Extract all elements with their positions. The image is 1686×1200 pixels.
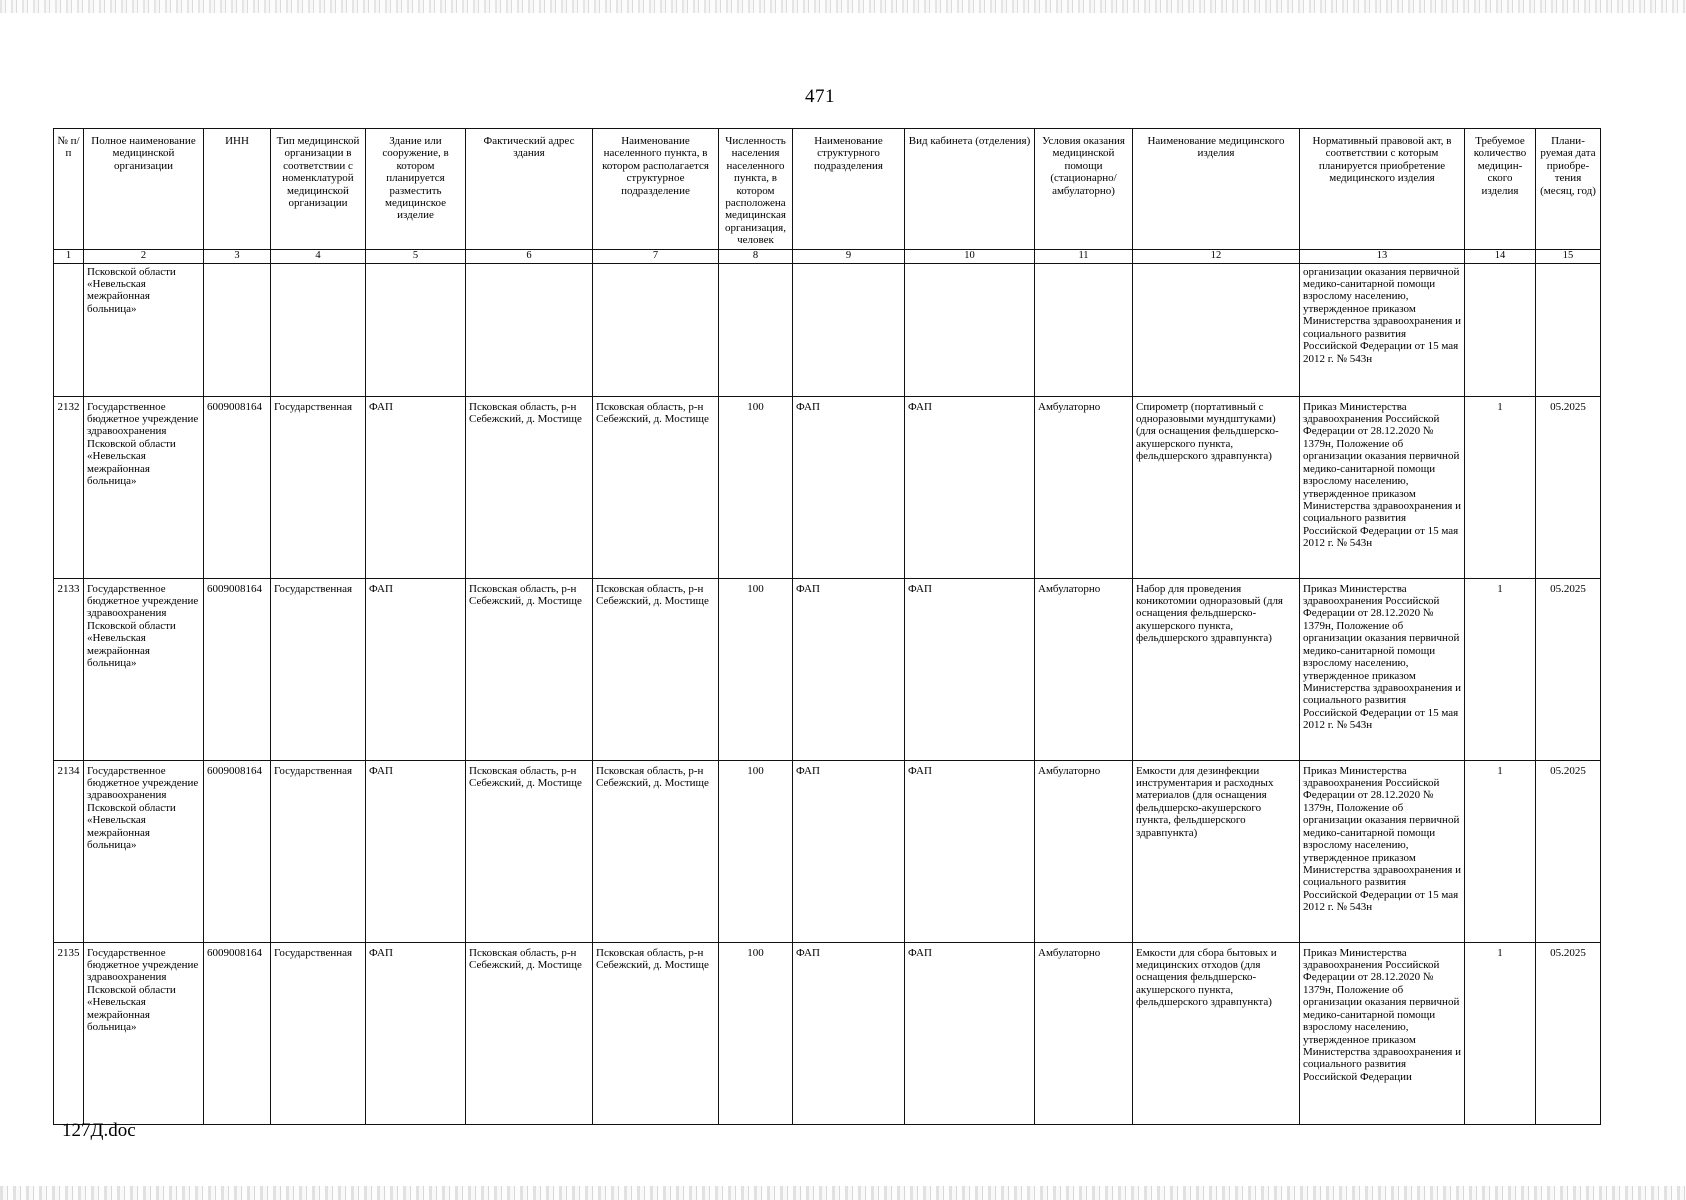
settlement-cell: Псковская область, р-н Себежский, д. Мостище: [593, 760, 719, 942]
org-type-cell: Государственная: [271, 396, 366, 578]
table-cell: [1465, 263, 1536, 396]
header-cell: Наименование медицинского изделия: [1133, 129, 1300, 250]
device-cell: Спирометр (портативный с одноразовыми мундштуками) (для оснащения фельдшерско-акушерского пункта, фельдшерского здравпункта): [1133, 396, 1300, 578]
inn-cell: 6009008164: [204, 578, 271, 760]
legal-act-cell: Приказ Министерства здравоохранения Российской Федерации от 28.12.2020 № 1379н, Положение об организации оказания первичной медико-санитарной помощи взрослому населению, утвержденное приказом Министерства здравоохранения и социального развития Российской Федерации от 15 мая 2012 г. № 543н: [1300, 396, 1465, 578]
table-cell: [1536, 263, 1601, 396]
header-cell: Тип медицинской организации в соответствии с номенклатурой медицинской организации: [271, 129, 366, 250]
header-cell: Плани-руемая дата приобре-тения (месяц, год): [1536, 129, 1601, 250]
table-cell: [271, 263, 366, 396]
column-number: 9: [793, 249, 905, 263]
header-cell: Полное наименование медицинской организации: [84, 129, 204, 250]
conditions-cell: Амбулаторно: [1035, 578, 1133, 760]
header-cell: Наименование структурного подразделения: [793, 129, 905, 250]
column-number: 2: [84, 249, 204, 263]
scan-edge-bottom: [0, 1186, 1686, 1200]
column-number: 12: [1133, 249, 1300, 263]
footer-filename: 127Д.doc: [62, 1120, 136, 1141]
header-cell: Наименование населенного пункта, в котором располагается структурное подразделение: [593, 129, 719, 250]
quantity-cell: 1: [1465, 942, 1536, 1124]
column-number: 13: [1300, 249, 1465, 263]
settlement-cell: Псковская область, р-н Себежский, д. Мостище: [593, 396, 719, 578]
header-cell: Нормативный правовой акт, в соответствии с которым планируется приобретение медицинского изделия: [1300, 129, 1465, 250]
header-cell: Требуемое количество медицин-ского изделия: [1465, 129, 1536, 250]
date-cell: 05.2025: [1536, 760, 1601, 942]
cabinet-cell: ФАП: [905, 760, 1035, 942]
page-number: 471: [805, 86, 835, 107]
table-row: [54, 760, 1601, 942]
org-type-cell: Государственная: [271, 760, 366, 942]
table-cell: [366, 263, 466, 396]
table-cell: [466, 263, 593, 396]
column-number: 5: [366, 249, 466, 263]
address-cell: Псковская область, р-н Себежский, д. Мостище: [466, 396, 593, 578]
table-row: [54, 578, 1601, 760]
org-name-cell: Государственное бюджетное учреждение здравоохранения Псковской области «Невельская межрайонная больница»: [84, 942, 204, 1124]
org-name-cell: Государственное бюджетное учреждение здравоохранения Псковской области «Невельская межрайонная больница»: [84, 396, 204, 578]
conditions-cell: Амбулаторно: [1035, 396, 1133, 578]
inn-cell: 6009008164: [204, 942, 271, 1124]
org-type-cell: Государственная: [271, 578, 366, 760]
table-cell: [54, 263, 84, 396]
settlement-cell: Псковская область, р-н Себежский, д. Мостище: [593, 942, 719, 1124]
device-cell: Емкости для сбора бытовых и медицинских отходов (для оснащения фельдшерско-акушерского пункта, фельдшерского здравпункта): [1133, 942, 1300, 1124]
table-row: [54, 942, 1601, 1124]
date-cell: 05.2025: [1536, 578, 1601, 760]
unit-cell: ФАП: [793, 578, 905, 760]
column-number: 15: [1536, 249, 1601, 263]
legal-act-cell: Приказ Министерства здравоохранения Российской Федерации от 28.12.2020 № 1379н, Положение об организации оказания первичной медико-санитарной помощи взрослому населению, утвержденное приказом Министерства здравоохранения и социального развития Российской Федерации от 15 мая 2012 г. № 543н: [1300, 578, 1465, 760]
cabinet-cell: ФАП: [905, 578, 1035, 760]
population-cell: 100: [719, 942, 793, 1124]
address-cell: Псковская область, р-н Себежский, д. Мостище: [466, 760, 593, 942]
continuation-row: [54, 263, 1601, 396]
header-cell: Здание или сооружение, в котором планируется разместить медицинское изделие: [366, 129, 466, 250]
org-name-cell: Государственное бюджетное учреждение здравоохранения Псковской области «Невельская межрайонная больница»: [84, 578, 204, 760]
population-cell: 100: [719, 396, 793, 578]
population-cell: 100: [719, 760, 793, 942]
device-cell: Набор для проведения коникотомии одноразовый (для оснащения фельдшерско-акушерского пункта, фельдшерского здравпункта): [1133, 578, 1300, 760]
column-number: 8: [719, 249, 793, 263]
column-number: 7: [593, 249, 719, 263]
building-cell: ФАП: [366, 578, 466, 760]
header-cell: Вид кабинета (отделения): [905, 129, 1035, 250]
row-number-cell: 2134: [54, 760, 84, 942]
conditions-cell: Амбулаторно: [1035, 760, 1133, 942]
table-cell: [793, 263, 905, 396]
header-cell: Условия оказания медицинской помощи (стационарно/ амбулаторно): [1035, 129, 1133, 250]
column-number: 4: [271, 249, 366, 263]
row-number-cell: 2133: [54, 578, 84, 760]
header-row: [54, 129, 1601, 250]
date-cell: 05.2025: [1536, 396, 1601, 578]
header-cell: Численность населения населенного пункта, в котором расположена медицинская организация, человек: [719, 129, 793, 250]
table-cell: [204, 263, 271, 396]
legal-act-cell: Приказ Министерства здравоохранения Российской Федерации от 28.12.2020 № 1379н, Положение об организации оказания первичной медико-санитарной помощи взрослому населению, утвержденное приказом Министерства здравоохранения и социального развития Российской Федерации: [1300, 942, 1465, 1124]
table-cell: [719, 263, 793, 396]
row-number-cell: 2135: [54, 942, 84, 1124]
legal-act-cell: организации оказания первичной медико-санитарной помощи взрослому населению, утвержденное приказом Министерства здравоохранения и социального развития Российской Федерации от 15 мая 2012 г. № 543н: [1300, 263, 1465, 396]
address-cell: Псковская область, р-н Себежский, д. Мостище: [466, 942, 593, 1124]
cabinet-cell: ФАП: [905, 942, 1035, 1124]
unit-cell: ФАП: [793, 760, 905, 942]
building-cell: ФАП: [366, 396, 466, 578]
column-number: 1: [54, 249, 84, 263]
column-number: 6: [466, 249, 593, 263]
unit-cell: ФАП: [793, 942, 905, 1124]
equipment-table: [53, 128, 1601, 1125]
building-cell: ФАП: [366, 760, 466, 942]
scan-edge-top: [0, 0, 1686, 13]
column-number: 3: [204, 249, 271, 263]
header-cell: Фактический адрес здания: [466, 129, 593, 250]
column-number: 14: [1465, 249, 1536, 263]
table-cell: [1133, 263, 1300, 396]
org-name-cell: Государственное бюджетное учреждение здравоохранения Псковской области «Невельская межрайонная больница»: [84, 760, 204, 942]
date-cell: 05.2025: [1536, 942, 1601, 1124]
inn-cell: 6009008164: [204, 396, 271, 578]
quantity-cell: 1: [1465, 396, 1536, 578]
building-cell: ФАП: [366, 942, 466, 1124]
table-cell: [593, 263, 719, 396]
settlement-cell: Псковская область, р-н Себежский, д. Мостище: [593, 578, 719, 760]
header-cell: ИНН: [204, 129, 271, 250]
column-number-row: [54, 249, 1601, 263]
column-number: 10: [905, 249, 1035, 263]
unit-cell: ФАП: [793, 396, 905, 578]
org-name-cell: Псковской области «Невельская межрайонная больница»: [84, 263, 204, 396]
conditions-cell: Амбулаторно: [1035, 942, 1133, 1124]
row-number-cell: 2132: [54, 396, 84, 578]
table-cell: [1035, 263, 1133, 396]
cabinet-cell: ФАП: [905, 396, 1035, 578]
org-type-cell: Государственная: [271, 942, 366, 1124]
legal-act-cell: Приказ Министерства здравоохранения Российской Федерации от 28.12.2020 № 1379н, Положение об организации оказания первичной медико-санитарной помощи взрослому населению, утвержденное приказом Министерства здравоохранения и социального развития Российской Федерации от 15 мая 2012 г. № 543н: [1300, 760, 1465, 942]
device-cell: Емкости для дезинфекции инструментария и расходных материалов (для оснащения фельдшерско-акушерского пункта, фельдшерского здравпункта): [1133, 760, 1300, 942]
table-row: [54, 396, 1601, 578]
quantity-cell: 1: [1465, 578, 1536, 760]
table-cell: [905, 263, 1035, 396]
quantity-cell: 1: [1465, 760, 1536, 942]
column-number: 11: [1035, 249, 1133, 263]
header-cell: № п/п: [54, 129, 84, 250]
address-cell: Псковская область, р-н Себежский, д. Мостище: [466, 578, 593, 760]
population-cell: 100: [719, 578, 793, 760]
inn-cell: 6009008164: [204, 760, 271, 942]
